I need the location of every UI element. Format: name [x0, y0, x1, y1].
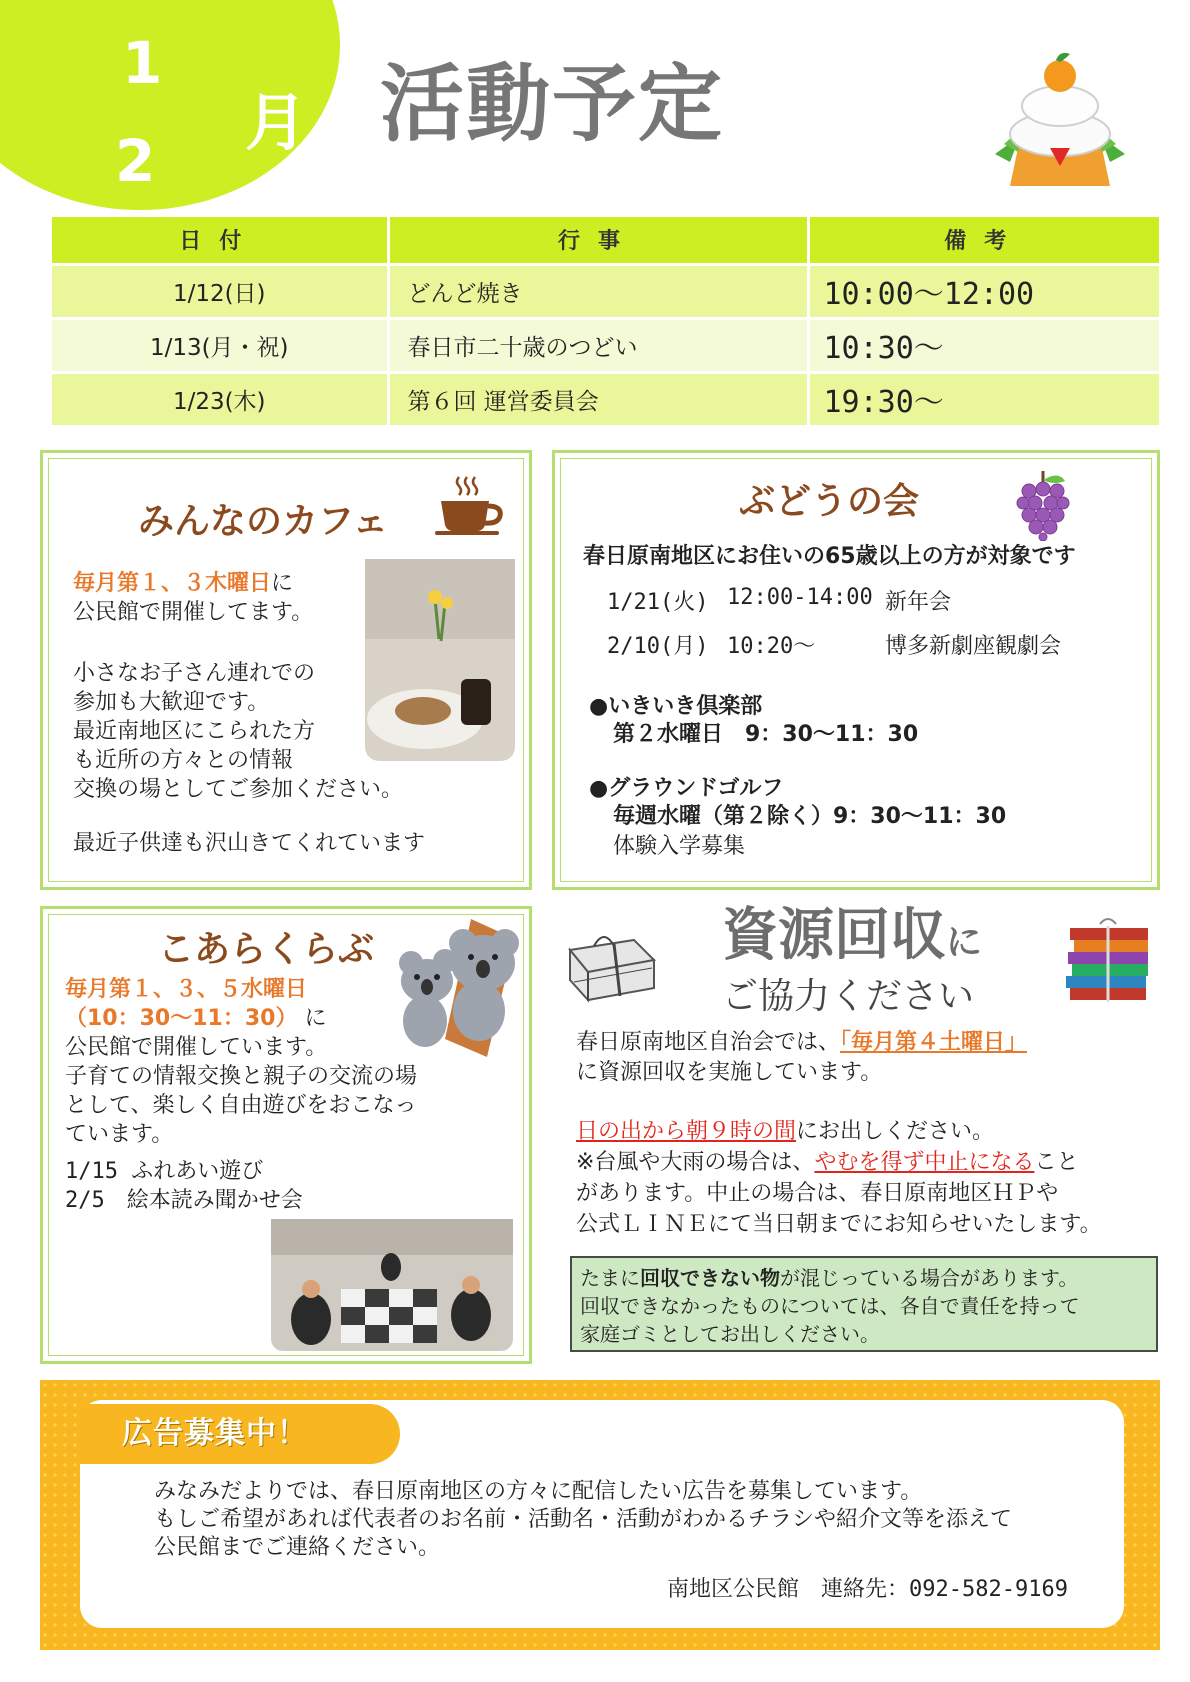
ad-contact-number: 092-582-9169 — [909, 1577, 1068, 1602]
grape-event-date: 1/21(火) — [607, 590, 709, 615]
grape-title: ぶどうの会 — [739, 481, 920, 522]
club-name: ●グラウンドゴルフ — [589, 776, 784, 801]
newspaper-bundle-icon — [564, 920, 660, 1006]
column-header-event: 行事 — [388, 217, 808, 264]
grape-panel — [552, 450, 1160, 890]
cafe-description-line: も近所の方々との情報 — [73, 748, 294, 773]
koala-description-line: として、楽しく自由遊びをおこなっ — [65, 1093, 417, 1118]
row-date: 1/12(日) — [52, 264, 388, 318]
cafe-location: 公民館で開催してます。 — [73, 600, 314, 625]
ad-badge: 広告募集中！ — [80, 1404, 400, 1464]
ad-text-line: 公民館までご連絡ください。 — [154, 1535, 441, 1560]
recycle-weather-prefix: ※台風や大雨の場合は、 — [576, 1150, 815, 1175]
books-bundle-icon — [1056, 912, 1162, 1008]
recycle-instructions — [576, 1116, 1102, 1240]
ad-text-line: みなみだよりでは、春日原南地区の方々に配信したい広告を募集しています。 — [154, 1479, 923, 1504]
ad-card — [80, 1400, 1124, 1628]
row-event: 春日市二十歳のつどい — [388, 318, 808, 372]
cafe-schedule-highlight: 毎月第１、３木曜日 — [73, 571, 272, 596]
cafe-description-line: 参加も大歓迎です。 — [73, 690, 270, 715]
club-extra: 体験入学募集 — [613, 834, 746, 859]
recycle-title-suffix: に — [946, 922, 983, 963]
coffee-cup-icon — [433, 473, 505, 535]
column-header-note: 備考 — [808, 217, 1161, 264]
cafe-title: みんなのカフェ — [138, 501, 389, 542]
recycle-title — [722, 903, 983, 968]
schedule-table — [52, 217, 1162, 428]
koala-time-suffix: に — [304, 1006, 327, 1031]
row-event: どんど焼き — [388, 264, 808, 318]
recycle-day-highlight: 「毎月第４土曜日」 — [840, 1030, 1028, 1055]
cafe-panel — [40, 450, 532, 890]
recycle-note-line: 家庭ゴミとしてお出しください。 — [580, 1322, 880, 1346]
recycle-cancel-line: があります。中止の場合は、春日原南地区ＨＰや — [576, 1181, 1059, 1206]
koala-description-line: 公民館で開催しています。 — [65, 1035, 328, 1060]
table-row — [52, 372, 1161, 426]
grape-event-name: 博多新劇座観劇会 — [885, 634, 1062, 659]
page-title: 活動予定 — [380, 55, 725, 153]
koala-schedule-highlight: 毎月第１、３、５水曜日 — [65, 977, 308, 1002]
club-name: ●いきいき倶楽部 — [589, 694, 763, 719]
ad-contact — [667, 1572, 1068, 1603]
koala-events — [65, 1157, 303, 1215]
cafe-schedule — [73, 569, 313, 627]
table-row — [52, 318, 1161, 372]
koala-time-highlight: （10：30～11：30） — [65, 1006, 298, 1031]
cafe-description-line: 小さなお子さん連れでの — [73, 661, 316, 686]
grape-event-time: 10:20～ — [727, 634, 816, 659]
club-time: 第２水曜日 9：30～11：30 — [613, 722, 919, 747]
cafe-description-line: 交換の場としてご参加ください。 — [73, 777, 404, 802]
recycle-time-highlight: 日の出から朝９時の間 — [576, 1119, 797, 1144]
club-time: 毎週水曜（第２除く）9：30～11：30 — [613, 804, 1007, 829]
recycle-subtitle: ご協力ください — [722, 976, 975, 1017]
recycle-weather-highlight: やむを得ず中止になる — [814, 1150, 1035, 1175]
recycle-note — [570, 1256, 1158, 1352]
ad-text — [154, 1478, 1012, 1562]
koala-title: こあらくらぶ — [158, 929, 375, 970]
grape-lead: 春日原南地区にお住いの65歳以上の方が対象です — [583, 544, 1076, 569]
grape-event-time: 12:00-14:00 — [727, 585, 873, 610]
koala-description-line: 子育ての情報交換と親子の交流の場 — [65, 1064, 418, 1089]
row-event: 第６回 運営委員会 — [388, 372, 808, 426]
month-digit-1: 1 — [122, 29, 163, 97]
cafe-description — [73, 659, 403, 804]
cafe-description-line: 最近南地区にこられた方 — [73, 719, 316, 744]
grape-event-date: 2/10(月) — [607, 634, 709, 659]
koala-panel — [40, 906, 532, 1364]
recycle-weather-suffix: こと — [1034, 1150, 1079, 1175]
koala-event: 1/15 ふれあい遊び — [65, 1159, 264, 1184]
recycle-note-suffix: が混じっている場合があります。 — [780, 1266, 1079, 1290]
koala-event: 2/5 絵本読み聞かせ会 — [65, 1188, 303, 1213]
recycle-intro-prefix: 春日原南地区自治会では、 — [576, 1030, 841, 1055]
koala-schedule — [65, 975, 417, 1149]
grape-event-name: 新年会 — [885, 590, 952, 615]
table-header-row — [52, 217, 1161, 264]
recycle-note-bold: 回収できない物 — [640, 1266, 780, 1290]
koala-description-line: ています。 — [65, 1122, 174, 1147]
recycle-intro-line2: に資源回収を実施しています。 — [576, 1060, 883, 1085]
koala-photo — [271, 1219, 513, 1351]
recycle-intro — [576, 1028, 1027, 1088]
grape-icon — [1015, 469, 1071, 541]
row-note: 19:30～ — [808, 372, 1161, 426]
cafe-closing: 最近子供達も沢山きてくれています — [73, 831, 426, 856]
month-digit-2: 2 — [115, 127, 156, 195]
month-label: 月 — [245, 86, 308, 159]
recycle-note-prefix: たまに — [580, 1266, 640, 1290]
recycle-title-main: 資源回収 — [722, 903, 946, 968]
row-note: 10:00～12:00 — [808, 264, 1161, 318]
recycle-note-line: 回収できなかったものについては、各自で責任を持って — [580, 1294, 1080, 1318]
recycle-time-suffix: にお出しください。 — [796, 1119, 995, 1144]
row-note: 10:30～ — [808, 318, 1161, 372]
row-date: 1/13(月・祝) — [52, 318, 388, 372]
column-header-date: 日付 — [52, 217, 388, 264]
row-date: 1/23(木) — [52, 372, 388, 426]
cafe-schedule-suffix: に — [271, 571, 294, 596]
ad-section — [40, 1380, 1160, 1650]
recycle-notice-line: 公式ＬＩＮＥにて当日朝までにお知らせいたします。 — [576, 1212, 1102, 1237]
ad-text-line: もしご希望があれば代表者のお名前・活動名・活動がわかるチラシや紹介文等を添えて — [154, 1507, 1013, 1532]
kagami-mochi-icon — [990, 36, 1130, 206]
table-row — [52, 264, 1161, 318]
ad-contact-label: 南地区公民館 連絡先： — [667, 1577, 910, 1602]
